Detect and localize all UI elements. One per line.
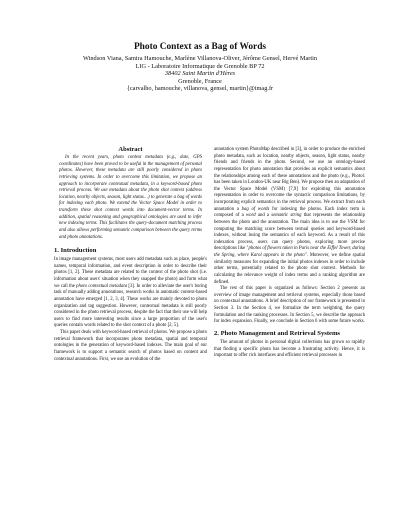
right-p1-part-a: annotation system PhotoMap described in [3], in order to produce the enriched photo metadata, such as location, nearby objects, season, light status, nearby friends and friends in the photo. Second, we use an ontology-based representation for photo annotation that provides an explicit semantics about the relationships among each of these annotations and the photo (e.g., Photo1 has been taken in London-UK near Big Ben). We propose then an adaptation of the Vector Space Model (VSM) [7,9] for exploiting this annotation representation in order to overcome the syntactic comparison limitations, by incorporating explicit semantics in the retrieval process. We extract from each annotation a: [214, 147, 365, 212]
paper-authors: Windson Viana, Samira Hamouche, Marlène Villanova-Oliver, Jérôme Gensel, Hervé Martin: [82, 55, 318, 62]
right-p1-part-b: for indexing the photos. Each index term is composed of a: [214, 206, 365, 219]
affiliation-line-3: Grenoble, France: [178, 77, 222, 85]
abstract-heading: Abstract: [118, 146, 143, 153]
right-p1-emphasis-2: word: [246, 213, 256, 219]
intro-paragraph-1: [54, 257, 207, 330]
abstract-text: In the recent years, photo context metadata (e.g., date, GPS coordinates) have been proved to be useful in the management of personal photos. However, these metadata are still poorly considered in photo retrieving systems. In order to overcome this limitation, we propose an approach to incorporate contextual metadata, in a keyword-based photo retrieval process. We use metadata about the photo shot context (address location, nearby objects, season, light status…) to generate a bag of words for indexing each photo. We extend the Vector Space Model in order to transform these shot context words into document-vector terms. In addition, spatial reasoning and geographical ontologies are used to infer new indexing terms. This facilitates the query-document matching process and also allows performing semantic comparison between the query terms and photo annotations.: [59, 155, 202, 240]
intro-p1-part-b: [3]. In order to alleviate the user's boring task of manually adding annotations, research works in automatic context-based annotation have emerged [1, 2, 3, 4]. These works are mainly devoted to photo organization and tag suggestion. However, contextual metadata is still poorly considered in the photo retrieval process, despite the fact that their use will help users to find more interesting results since a large proportion of the user's queries contain words related to the shot context of a photo [2, 5].: [54, 283, 207, 329]
right-paragraph-3: The amount of photos in personal digital collections has grown so rapidly that finding a specific photo has become a frustrating activity. Hence, it is important to offer rich interfaces and efficient retrieval processes in: [214, 339, 365, 359]
intro-paragraph-2: This paper deals with keyword-based retrieval of photos. We propose a photo retrieval framework that incorporates photo metadata, spatial and temporal ontologies in the generation of keyword-based indexes. The main goal of our framework is to support a semantic search of photos based on content and contextual annotations. First, we use an evolution of the: [54, 330, 208, 362]
left-column: [54, 146, 207, 363]
section-2-heading: 2. Photo Management and Retrieval Systems: [214, 329, 340, 337]
section-1-heading: 1. Introduction: [54, 247, 97, 255]
right-column: [214, 147, 365, 360]
right-paragraph-1: [214, 147, 365, 286]
author-emails: {carvalho, hamouche, villanova, gensel, martin}@imag.fr: [126, 85, 274, 92]
right-p1-emphasis-4: photos of flowers taken in Paris near the Eiffel Tower, during the Spring, where Karol appears in the photo: [214, 246, 365, 258]
right-p1-part-e: ". Moreover, we define spatial similarity measures for expanding the initial photos indexes in order to include other terms, potentially related to the photo shot context. Methods for calculating the relevance weight of index terms and a ranking algorithm are defined.: [214, 253, 365, 285]
right-p1-emphasis-1: bag of words: [241, 206, 270, 212]
affiliation-line-2: 38402 Saint Martin d'Hères: [164, 70, 236, 77]
right-p1-part-c: and a: [255, 213, 272, 219]
intro-p1-part-a: In image management systems, most users add metadata such as place, people's names, temporal information, and event description in order to describe their photos [1, 2]. These metadata are related to the context of the photo shot (i.e. information about users' situation when they snapped the photo) and form what we call the: [54, 257, 207, 289]
paper-header: [0, 42, 400, 93]
right-paragraph-2: The rest of this paper is organized as follows: Section 2 presents an overview of image management and retrieval systems, especially those based on contextual annotations. A brief description of our framework is presented in Section 3. In the Section 4, we formalize the term weighting, the query formulation and the ranking processes. In Section 5, we describe the approach for index expansion. Finally, we conclude in Section 6 with some future works.: [214, 286, 365, 325]
paper-title: Photo Context as a Bag of Words: [133, 42, 267, 52]
affiliation-line-1: LIG - Laboratoire Informatique de Grenoble BP 72: [135, 62, 265, 70]
abstract-block: [54, 155, 207, 241]
intro-p1-emphasis: photo contextual metadata: [76, 283, 128, 289]
right-p1-emphasis-3: semantic string: [271, 213, 302, 219]
right-p1-part-d: that represents the relationship between the photo and the annotation. The main idea is to use the VSM for computing the matching score between textual queries and keyword-based indexes, without losing the semantics of each keyword. As a result of this indexation process, users can query photos, exploring more precise descriptions like ": [214, 213, 365, 252]
